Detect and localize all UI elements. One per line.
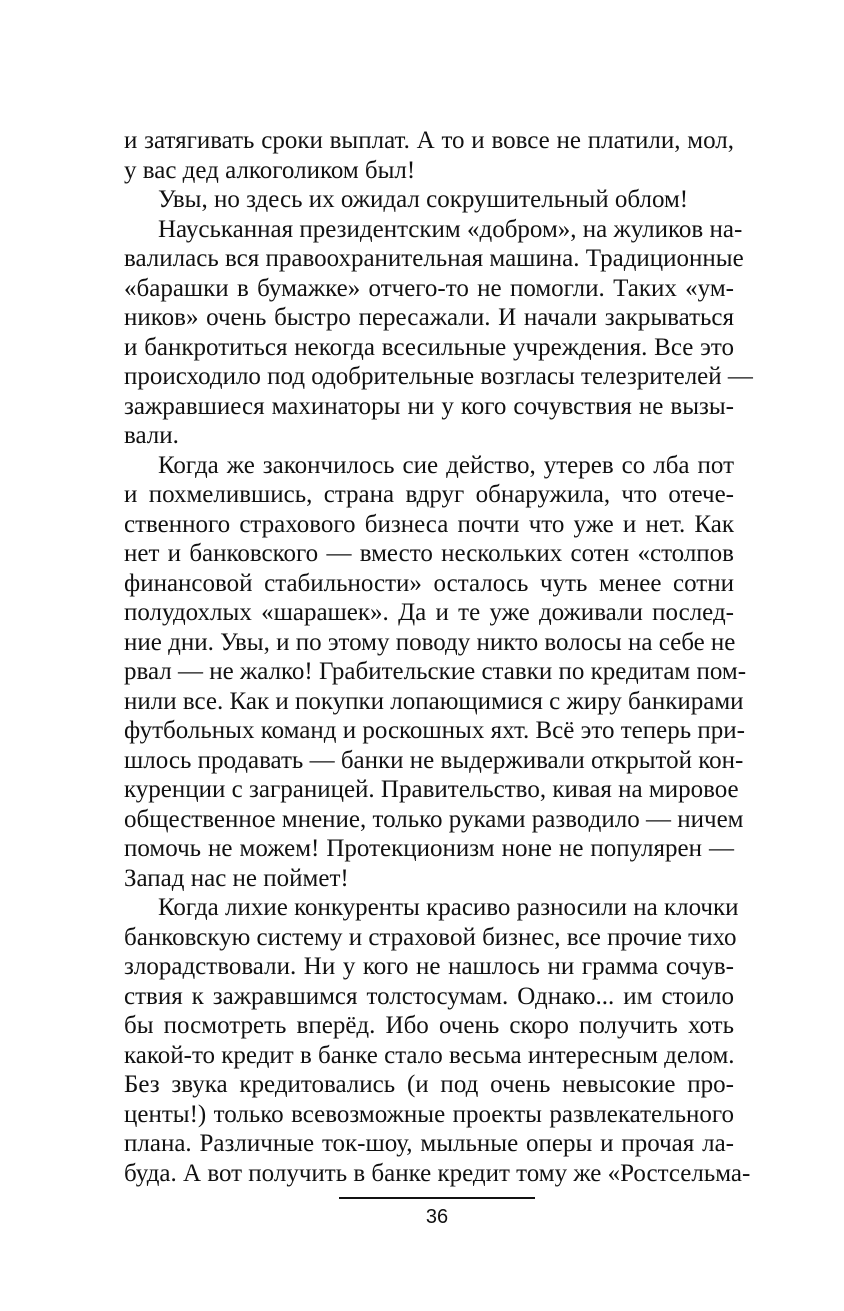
footer-divider [339, 1197, 535, 1199]
text-line-1: и затягивать сроки выплат. А то и вовсе не платили, мол, [124, 127, 734, 154]
text-line-5: валилась вся правоохранительная машина. Традиционные [124, 245, 744, 272]
text-line-23: куренции с заграницей. Правительство, кивая на мировое [124, 776, 739, 803]
text-line-6: «барашки в бумажке» отчего-то не помогли. Таких «ум- [124, 274, 734, 302]
text-line-30: ствия к зажравшимся толстосумам. Однако... им стоило [124, 982, 734, 1010]
text-line-9: происходило под одобрительные возгласы телезрителей — [124, 363, 753, 390]
text-line-19: рвал — не жалко! Грабительские ставки по кредитам пом- [124, 658, 747, 685]
text-line-18: ние дни. Увы, и по этому поводу никто волосы на себе не [124, 628, 736, 656]
text-line-17: полудохлых «шарашек». Да и те уже доживали послед- [124, 599, 734, 626]
text-line-26: Запад нас не поймет! [124, 864, 349, 892]
text-line-24: общественное мнение, только руками разводило — ничем [124, 805, 744, 833]
text-line-35: плана. Различные ток-шоу, мыльные оперы и прочая ла- [124, 1130, 734, 1157]
text-line-34: центы!) только всевозможные проекты развлекательного [124, 1100, 734, 1128]
text-line-13: и похмелившись, страна вдруг обнаружила, что отече- [124, 481, 734, 508]
text-line-29: злорадствовали. Ни у кого не нашлось ни грамма сочув- [124, 953, 734, 980]
text-line-32: какой-то кредит в банке стало весьма интересным делом. [124, 1041, 735, 1069]
text-line-33: Без звука кредитовались (и под очень невысокие про- [124, 1071, 734, 1098]
text-line-21: футбольных команд и роскошных яхт. Всё это теперь при- [124, 717, 745, 744]
text-line-22: шлось продавать — банки не выдерживали открытой кон- [124, 746, 744, 774]
text-line-31: бы посмотреть вперёд. Ибо очень скоро получить хоть [124, 1012, 734, 1039]
body-text [124, 126, 753, 1188]
text-line-28: банковскую систему и страховой бизнес, все прочие тихо [124, 923, 737, 951]
text-line-2: у вас дед алкоголиком был! [124, 156, 416, 184]
text-line-10: зажравшиеся махинаторы ни у кого сочувствия не вызы- [124, 392, 734, 420]
text-line-14: ственного страхового бизнеса почти что уже и нет. Как [124, 510, 734, 538]
text-line-36: буда. А вот получить в банке кредит тому же «Ростсельма- [124, 1159, 751, 1187]
text-line-15: нет и банковского — вместо нескольких сотен «столпов [124, 540, 734, 567]
page-number: 36 [425, 1206, 449, 1228]
text-line-16: финансовой стабильности» осталось чуть менее сотни [124, 569, 734, 597]
text-line-4: Науськанная президентским «добром», на жуликов на- [158, 215, 743, 243]
text-line-7: ников» очень быстро пересажали. И начали закрываться [124, 304, 734, 331]
text-line-3: Увы, но здесь их ожидал сокрушительный облом! [158, 186, 689, 213]
text-line-11: вали. [124, 422, 179, 449]
text-line-25: помочь не можем! Протекционизм ноне не популярен — [124, 835, 734, 862]
text-line-12: Когда же закончилось сие действо, утерев со лба пот [158, 451, 734, 479]
text-line-8: и банкротиться некогда всесильные учреждения. Все это [124, 333, 734, 361]
text-line-20: нили все. Как и покупки лопающимися с жиру банкирами [124, 687, 744, 715]
text-line-27: Когда лихие конкуренты красиво разносили на клочки [158, 894, 739, 921]
